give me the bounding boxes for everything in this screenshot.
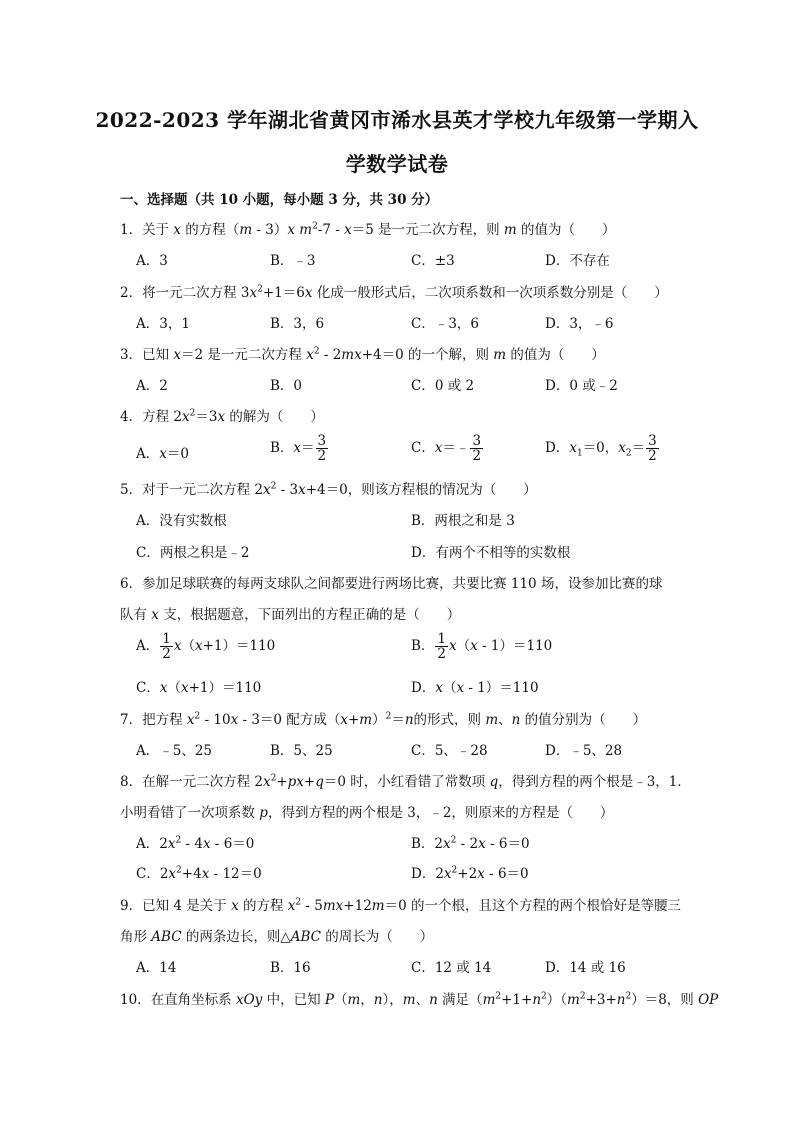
option-d: D．0 或﹣2 bbox=[545, 378, 618, 394]
option-d: D．有两个不相等的实数根 bbox=[411, 545, 571, 561]
question-6-options-row1 bbox=[136, 632, 696, 666]
option-b: B．x＝ $\frac{3}{2}$ bbox=[270, 433, 327, 464]
section-heading: 一、选择题（共 10 小题，每小题 3 分，共 30 分） bbox=[120, 192, 439, 208]
option-d: D．14 或 16 bbox=[545, 960, 626, 976]
question-4-options bbox=[136, 434, 696, 468]
question-5: 5．对于一元二次方程 $2x^2 - 3x+4=0$，则该方程根的情况为（ ） bbox=[120, 481, 537, 498]
exam-title-line2: 学数学试卷 bbox=[345, 152, 449, 176]
fraction: $\frac{1}{2}$ bbox=[437, 631, 447, 662]
question-2-options bbox=[136, 312, 696, 336]
option-c: C．12 或 14 bbox=[411, 960, 492, 976]
option-a: A．3 bbox=[136, 253, 168, 269]
option-a: A．没有实数根 bbox=[136, 513, 227, 529]
option-c: C．x（x+1）＝110 bbox=[136, 680, 262, 696]
question-6-options-row2 bbox=[136, 676, 696, 700]
option-b: B．3，6 bbox=[270, 316, 325, 332]
option-d: D．$x_1=0$，$x_2=$ $\frac{3}{2}$ bbox=[545, 433, 657, 464]
option-a: A．3，1 bbox=[136, 316, 190, 332]
option-d: D．3，﹣6 bbox=[545, 316, 614, 332]
question-9-line1: 9．已知 4 是关于 x 的方程 $x^2 - 5mx+12m=0$ 的一个根，且这个方程的两个根恰好是等腰三 bbox=[120, 897, 681, 914]
fraction: $\frac{3}{2}$ bbox=[648, 433, 657, 464]
question-6-line2: 队有 x 支，根据题意，下面列出的方程正确的是（ ） bbox=[120, 607, 461, 623]
question-8-line2: 小明看错了一次项系数 p，得到方程的两个根是 3，﹣2，则原来的方程是（ ） bbox=[120, 805, 614, 821]
fraction: $\frac{3}{2}$ bbox=[317, 433, 327, 464]
question-6-line1: 6．参加足球联赛的每两支球队之间都要进行两场比赛，共要比赛 110 场，设参加比赛的球 bbox=[120, 576, 663, 592]
option-d: D．x（x - 1）＝110 bbox=[411, 680, 539, 696]
option-a: A． $\frac{1}{2}$ x（x+1）＝110 bbox=[136, 631, 276, 662]
option-b: B．16 bbox=[270, 960, 311, 976]
option-c: C．5、﹣28 bbox=[411, 743, 488, 759]
question-8-line1: 8．在解一元二次方程 $2x^2+px+q=0$ 时，小红看错了常数项 q，得到方程的两个根是﹣3，1． bbox=[120, 773, 691, 790]
option-b: B．两根之和是 3 bbox=[411, 513, 515, 529]
question-5-options-row2 bbox=[136, 541, 696, 565]
question-10: 10．在直角坐标系 xOy 中，已知 P（m，n），m、n 满足$(m^2+1+n^2)(m^2+3+n^2)=8$，则 OP bbox=[120, 991, 719, 1008]
question-7: 7．把方程 $x^2 - 10x - 3=0$ 配方成$(x+m)^2=n$的形式，则 m、n 的值分别为（ ） bbox=[120, 711, 647, 728]
question-4: 4．方程 $2x^2=3x$ 的解为（ ） bbox=[120, 408, 324, 425]
fraction: $\frac{1}{2}$ bbox=[162, 631, 171, 662]
option-c: C．±3 bbox=[411, 253, 455, 269]
option-a: A．2 bbox=[136, 378, 168, 394]
option-d: D．不存在 bbox=[545, 253, 610, 269]
option-b: B．5、25 bbox=[270, 743, 333, 759]
question-8-options-row2 bbox=[136, 862, 696, 886]
fraction: $\frac{3}{2}$ bbox=[472, 433, 482, 464]
option-c: C．x＝﹣ $\frac{3}{2}$ bbox=[411, 433, 482, 464]
option-b: B．0 bbox=[270, 378, 303, 394]
option-c: C．0 或 2 bbox=[411, 378, 475, 394]
question-3-options bbox=[136, 374, 696, 398]
option-b: B．$2x^2 - 2x - 6=0$ bbox=[411, 835, 530, 852]
question-3: 3．已知 x＝2 是一元二次方程 $x^2 - 2mx+4=0$ 的一个解，则 m 的值为（ ） bbox=[120, 346, 605, 363]
option-a: A．$2x^2 - 4x - 6=0$ bbox=[136, 835, 255, 852]
question-5-options-row1 bbox=[136, 509, 696, 533]
question-9-options bbox=[136, 956, 696, 980]
option-a: A．﹣5、25 bbox=[136, 743, 213, 759]
question-9-line2: 角形 ABC 的两条边长，则△ABC 的周长为（ ） bbox=[120, 929, 434, 945]
option-b: B． $\frac{1}{2}$ x（x - 1）＝110 bbox=[411, 631, 553, 662]
option-a: A．14 bbox=[136, 960, 177, 976]
option-d: D．$2x^2+2x - 6=0$ bbox=[411, 865, 529, 882]
option-c: C．﹣3，6 bbox=[411, 316, 480, 332]
question-1: 1．关于 x 的方程（m - 3）x $m^2-7 - x=5$ 是一元二次方程，则 m 的值为（ ） bbox=[120, 221, 616, 238]
exam-title-line1: 2022-2023 学年湖北省黄冈市浠水县英才学校九年级第一学期入 bbox=[95, 108, 699, 132]
question-8-options-row1 bbox=[136, 832, 696, 856]
question-7-options bbox=[136, 739, 696, 763]
question-2: 2．将一元二次方程 $3x^2+1=6x$ 化成一般形式后，二次项系数和一次项系数分别是（ ） bbox=[120, 284, 668, 301]
option-c: C．$2x^2+4x - 12=0$ bbox=[136, 865, 262, 882]
question-1-options bbox=[136, 249, 696, 273]
option-a: A．x＝0 bbox=[136, 446, 189, 462]
option-c: C．两根之积是﹣2 bbox=[136, 545, 250, 561]
option-d: D．﹣5、28 bbox=[545, 743, 623, 759]
option-b: B．﹣3 bbox=[270, 253, 316, 269]
